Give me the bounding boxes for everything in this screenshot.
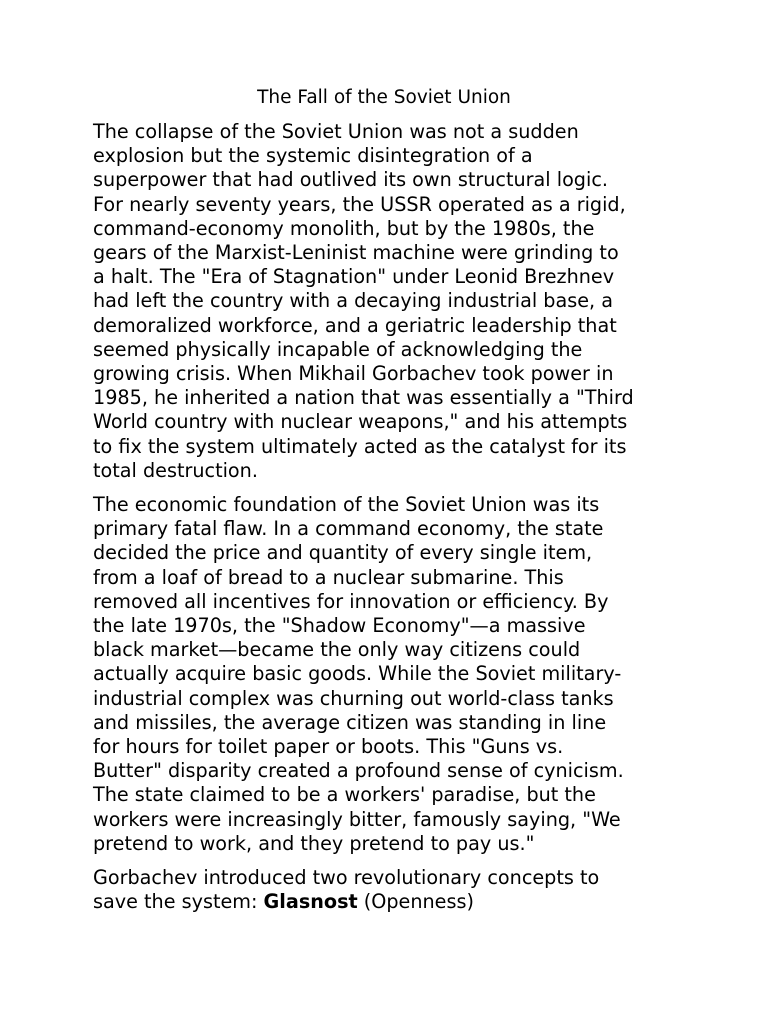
text-segment: (Openness): [357, 890, 474, 914]
text-line: gears of the Marxist-Leninist machine were grinding to: [93, 241, 619, 265]
text-line: to fix the system ultimately acted as the catalyst for its: [93, 434, 627, 458]
text-line: seemed physically incapable of acknowledging the: [93, 337, 583, 361]
text-line: superpower that had outlived its own structural logic.: [93, 168, 608, 192]
text-line: growing crisis. When Mikhail Gorbachev took power in: [93, 362, 614, 386]
paragraph-3: [93, 866, 693, 914]
text-line: black market—became the only way citizens could: [93, 638, 581, 662]
text-line: a halt. The "Era of Stagnation" under Leonid Brezhnev: [93, 265, 615, 289]
text-line: [93, 890, 693, 914]
text-line: The state claimed to be a workers' paradise, but the: [93, 783, 596, 807]
text-line: from a loaf of bread to a nuclear submarine. This: [93, 565, 564, 589]
text-line: demoralized workforce, and a geriatric leadership that: [93, 313, 617, 337]
text-line: workers were increasingly bitter, famously saying, "We: [93, 807, 621, 831]
text-line: primary fatal flaw. In a command economy, the state: [93, 517, 604, 541]
text-line: Butter" disparity created a profound sense of cynicism.: [93, 759, 624, 783]
paragraph-2: [93, 493, 693, 856]
document-title: The Fall of the Soviet Union: [257, 87, 511, 108]
text-line: industrial complex was churning out world-class tanks: [93, 686, 614, 710]
bold-term-glasnost: Glasnost: [263, 890, 358, 914]
text-line: and missiles, the average citizen was standing in line: [93, 710, 607, 734]
text-line: The economic foundation of the Soviet Union was its: [93, 493, 600, 517]
text-line: had left the country with a decaying industrial base, a: [93, 289, 613, 313]
text-line: for hours for toilet paper or boots. This "Guns vs.: [93, 735, 564, 759]
text-line: actually acquire basic goods. While the Soviet military-: [93, 662, 622, 686]
text-line: The collapse of the Soviet Union was not a sudden: [93, 120, 579, 143]
text-line: World country with nuclear weapons," and his attempts: [93, 410, 628, 434]
text-line: command-economy monolith, but by the 1980s, the: [93, 216, 595, 240]
text-line: decided the price and quantity of every single item,: [93, 541, 593, 565]
text-line: the late 1970s, the "Shadow Economy"—a massive: [93, 614, 586, 638]
text-segment: save the system:: [93, 890, 264, 914]
text-line: 1985, he inherited a nation that was essentially a "Third: [93, 386, 634, 410]
paragraph-1: [93, 120, 693, 483]
text-line: explosion but the systemic disintegration of a: [93, 144, 533, 168]
text-line: Gorbachev introduced two revolutionary concepts to: [93, 866, 600, 890]
text-line: pretend to work, and they pretend to pay us.": [93, 831, 535, 855]
text-line: total destruction.: [93, 458, 258, 482]
document-body: [93, 120, 693, 925]
text-line: For nearly seventy years, the USSR operated as a rigid,: [93, 192, 626, 216]
text-line: removed all incentives for innovation or efficiency. By: [93, 589, 609, 613]
